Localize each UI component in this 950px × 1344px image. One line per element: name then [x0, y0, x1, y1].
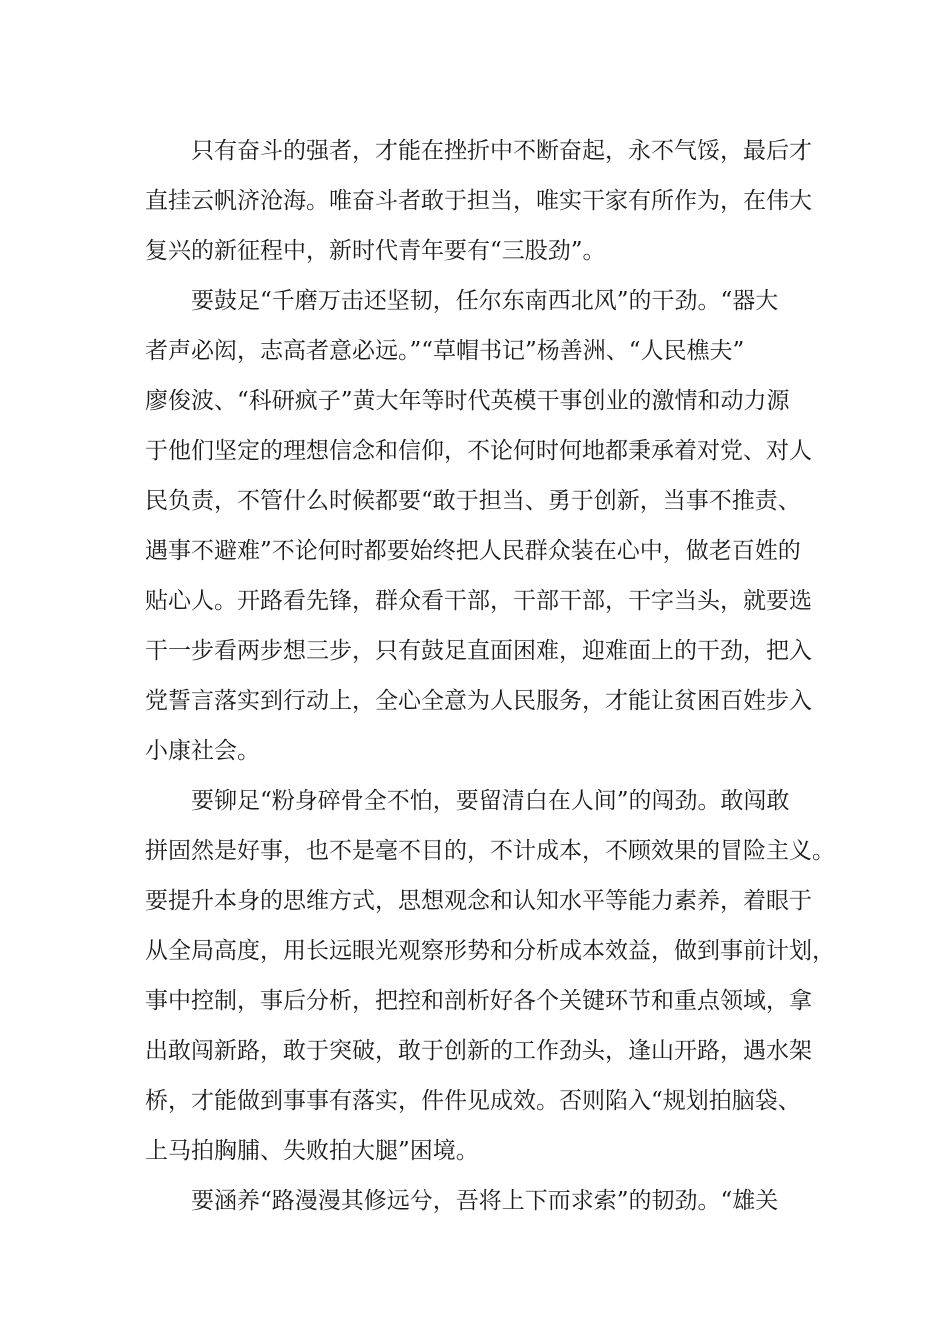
- body-text: [145, 126, 835, 1226]
- paragraph-2-line-1: 要鼓足“千磨万击还坚韧，任尔东南西北风”的干劲。“器大: [191, 288, 779, 314]
- paragraph-2-line-8: 干一步看两步想三步，只有鼓足直面困难，迎难面上的干劲，把入: [145, 638, 812, 664]
- paragraph-4-line-1: 要涵养“路漫漫其修远兮，吾将上下而求索”的韧劲。“雄关: [191, 1188, 779, 1214]
- paragraph-2-line-7: 贴心人。开路看先锋，群众看干部，干部干部，干字当头，就要选: [145, 588, 812, 614]
- paragraph-2-line-5: 民负责，不管什么时候都要“敢于担当、勇于创新，当事不推责、: [145, 488, 801, 514]
- paragraph-1-line-3: 复兴的新征程中，新时代青年要有“三股劲”。: [145, 238, 606, 264]
- paragraph-2-line-4: 于他们坚定的理想信念和信仰，不论何时何地都秉承着对党、对人: [145, 438, 812, 464]
- paragraph-1-line-2: 直挂云帆济沧海。唯奋斗者敢于担当，唯实干家有所作为，在伟大: [145, 188, 812, 214]
- paragraph-3-line-1: 要铆足“粉身碎骨全不怕，要留清白在人间”的闯劲。敢闯敢: [191, 788, 790, 814]
- paragraph-3-line-4: 从全局高度，用长远眼光观察形势和分析成本效益，做到事前计划，: [145, 938, 835, 964]
- paragraph-3-line-2: 拼固然是好事，也不是毫不目的，不计成本，不顾效果的冒险主义。: [145, 838, 835, 864]
- paragraph-1-line-1: 只有奋斗的强者，才能在挫折中不断奋起，永不气馁，最后才: [191, 138, 812, 164]
- paragraph-3-line-5: 事中控制，事后分析，把控和剖析好各个关键环节和重点领域，拿: [145, 988, 812, 1014]
- paragraph-3-line-3: 要提升本身的思维方式，思想观念和认知水平等能力素养，着眼于: [145, 888, 812, 914]
- paragraph-2-line-6: 遇事不避难”不论何时都要始终把人民群众装在心中，做老百姓的: [145, 538, 801, 564]
- paragraph-3-line-6: 出敢闯新路，敢于突破，敢于创新的工作劲头，逢山开路，遇水架: [145, 1038, 812, 1064]
- paragraph-2-line-9: 党誓言落实到行动上，全心全意为人民服务，才能让贫困百姓步入: [145, 688, 812, 714]
- paragraph-3-line-7: 桥，才能做到事事有落实，件件见成效。否则陷入“规划拍脑袋、: [145, 1088, 801, 1114]
- paragraph-2-line-3: 廖俊波、“科研疯子”黄大年等时代英模干事创业的激情和动力源: [145, 388, 790, 414]
- paragraph-2-line-10: 小康社会。: [145, 738, 260, 764]
- paragraph-2-line-2: 者声必闳，志高者意必远。”“草帽书记”杨善洲、“人民樵夫”: [145, 338, 745, 364]
- paragraph-3-line-8: 上马拍胸脯、失败拍大腿”困境。: [145, 1138, 479, 1164]
